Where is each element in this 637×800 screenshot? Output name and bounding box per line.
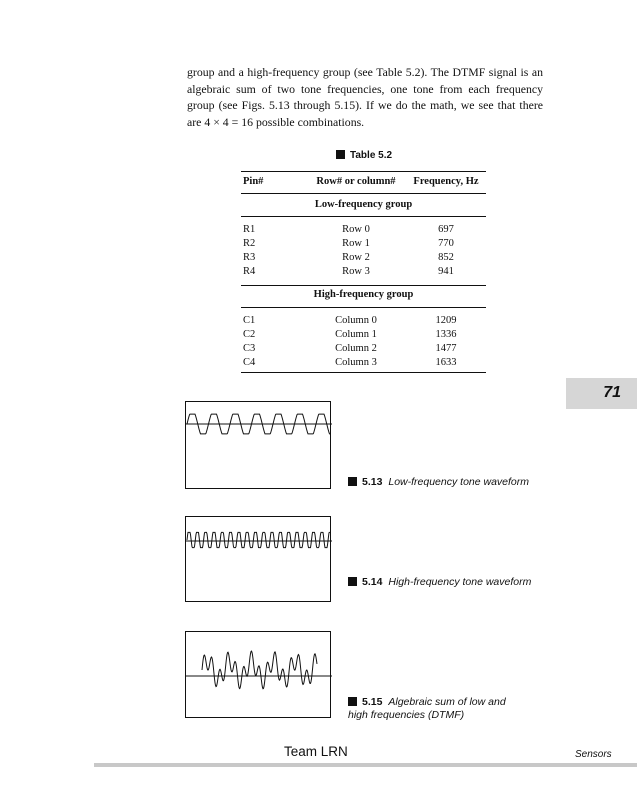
column-header: Frequency, Hz xyxy=(413,176,479,187)
high-frequency-waveform-graphic xyxy=(186,517,332,603)
square-bullet-icon xyxy=(336,150,345,159)
table-cell: C3 xyxy=(243,343,256,354)
page-number: 71 xyxy=(603,384,621,401)
table-cell: R1 xyxy=(243,224,256,235)
low-frequency-waveform-graphic xyxy=(186,402,332,490)
intro-line: group and a high-frequency group (see Table 5.2). The DTMF signal xyxy=(187,65,517,79)
column-header: Row# or column# xyxy=(316,176,396,187)
figure-5-14-caption: 5.14 High-frequency tone waveform xyxy=(348,576,531,589)
running-footer-section: Sensors xyxy=(575,749,612,760)
table-cell: C1 xyxy=(243,315,256,326)
table-rule xyxy=(241,285,486,286)
table-cell: Column 3 xyxy=(335,357,377,368)
square-bullet-icon xyxy=(348,577,357,586)
table-cell: 697 xyxy=(438,224,454,235)
table-cell: Row 3 xyxy=(342,266,370,277)
table-title: Table 5.2 xyxy=(336,150,392,161)
figure-5-14-waveform xyxy=(185,516,331,602)
column-header: Pin# xyxy=(243,176,264,187)
table-cell: 852 xyxy=(438,252,454,263)
footer-center-text: Team LRN xyxy=(284,744,348,759)
table-rule xyxy=(241,216,486,217)
square-bullet-icon xyxy=(348,697,357,706)
table-cell: Column 0 xyxy=(335,315,377,326)
figure-5-13-caption: 5.13 Low-frequency tone waveform xyxy=(348,476,529,489)
table-cell: Column 2 xyxy=(335,343,377,354)
table-cell: 770 xyxy=(438,238,454,249)
table-cell: Row 1 xyxy=(342,238,370,249)
intro-line: we see that there are 4 × 4 = 16 possible combinations. xyxy=(187,98,544,129)
table-cell: C4 xyxy=(243,357,256,368)
table-cell: Row 2 xyxy=(342,252,370,263)
dtmf-waveform-graphic xyxy=(186,632,332,719)
table-rule xyxy=(241,372,486,373)
table-rule xyxy=(241,171,486,172)
table-cell: 1209 xyxy=(435,315,457,326)
table-cell: R4 xyxy=(243,266,256,277)
group-heading: Low-frequency group xyxy=(314,199,413,210)
group-heading: High-frequency group xyxy=(313,289,414,300)
figure-5-15-waveform xyxy=(185,631,331,718)
table-cell: R3 xyxy=(243,252,256,263)
table-rule xyxy=(241,193,486,194)
table-cell: Column 1 xyxy=(335,329,377,340)
intro-paragraph xyxy=(187,64,543,130)
square-bullet-icon xyxy=(348,477,357,486)
table-rule xyxy=(241,307,486,308)
footer-rule xyxy=(94,763,637,767)
chapter-page-tab xyxy=(566,378,637,409)
table-cell: 1336 xyxy=(435,329,457,340)
table-cell: 1477 xyxy=(435,343,457,354)
table-cell: C2 xyxy=(243,329,256,340)
table-cell: Row 0 xyxy=(342,224,370,235)
waveform-trace xyxy=(202,651,317,689)
table-cell: 1633 xyxy=(435,357,457,368)
figure-5-15-caption: 5.15 Algebraic sum of low and high frequencies (DTMF) xyxy=(348,696,506,721)
waveform-trace xyxy=(187,532,331,547)
intro-line: is an algebraic sum of two tone frequencies, one tone from each xyxy=(187,65,543,96)
figure-5-13-waveform xyxy=(185,401,331,489)
table-cell: R2 xyxy=(243,238,256,249)
table-cell: 941 xyxy=(438,266,454,277)
intro-line: frequency group (see Figs. 5.13 through 5.15). If we do the math, xyxy=(187,81,543,113)
